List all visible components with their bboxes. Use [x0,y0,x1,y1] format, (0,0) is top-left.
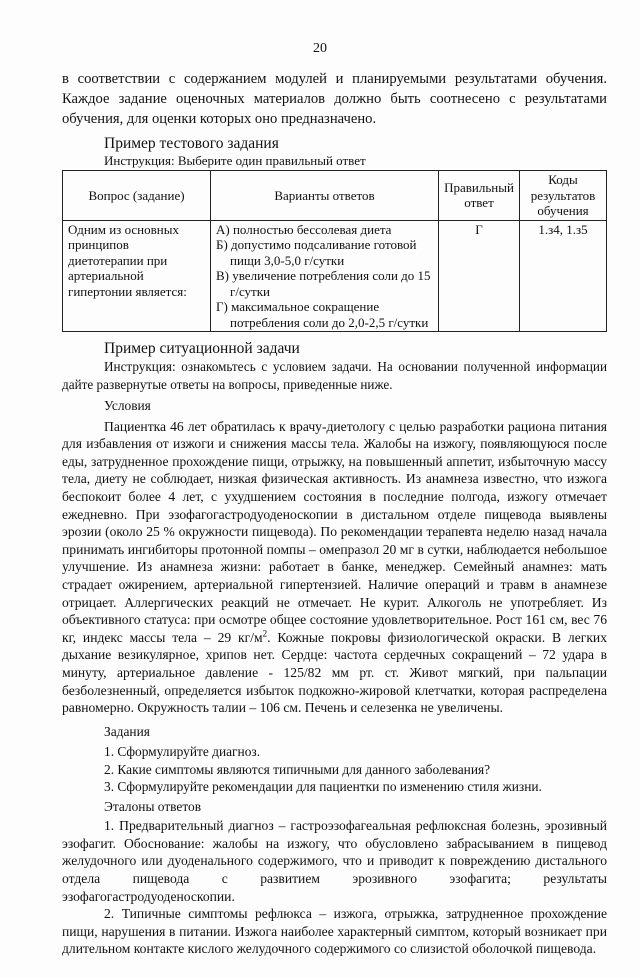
task-item: 3. Сформулируйте рекомендации для пациентки по изменению стиля жизни. [104,779,542,795]
option-d: Г) максимальное сокращение потребления соли до 2,0-2,5 г/сутки [216,299,429,330]
case-title: Пример ситуационной задачи [104,340,300,357]
page-number: 20 [313,41,327,56]
task-item: 2. Какие симптомы являются типичными для данного заболевания? [104,761,491,777]
tasks-label: Задания [104,723,150,739]
table-header-row [63,171,607,221]
intro-paragraph: в соответствии с содержанием модулей и планируемыми результатами обучения. Каждое задание оценочных материалов должно быть соотнесено с результатами обучения, для оценки которых оно предназначено. [62,71,607,127]
task-item: 1. Сформулируйте диагноз. [104,744,261,760]
conditions-label: Условия [104,398,151,414]
header-codes: Коды результатов обучения [520,171,607,221]
answer-paragraph-1: 1. Предварительный диагноз – гастроэзофагеальная рефлюксная болезнь, эрозивный эзофагит. Обоснование: жалобы на изжогу, что обусловлено забрасыванием в пищевод желудочного или дуоденального содержимого, что и приводит к повреждению дистального отдела пищевода с развитием эрозивного эзофагита; результаты эзофагогастродуоденоскопии. [62,818,607,904]
option-b: Б) допустимо подсаливание готовой пищи 3,0-5,0 г/сутки [216,237,417,268]
answer-cell: Г [439,220,520,332]
table-row [63,220,607,332]
option-a: А) полностью бессолевая диета [216,221,392,237]
options-cell [211,220,439,332]
superscript: 2 [262,628,268,639]
conditions-text: Пациентка 46 лет обратилась к врачу-диетологу с целью разработки рациона питания для избавления от изжоги и снижения массы тела. Жалобы на изжогу, появляющуюся после еды, затрудненное прохождение пищи, отрыжку, на повышенный аппетит, избыточную массу тела, диету не соблюдает, низкая физическая активность. Из анамнеза известно, что изжога беспокоит более 4 лет, с ухудшением состояния в последние полгода, изжогу отмечает ежедневно. При эзофагогастродуоденоскопии в дистальном отделе пищевода выявлены эрозии (около 25 % окружности пищевода). По рекомендации терапевта неделю назад начала принимать ингибиторы протонной помпы – омепразол 20 мг в сутки, наблюдается небольшое улучшение. Из анамнеза жизни: работает в банке, менеджер. Семейный анамнез: мать страдает ожирением, артериальной гипертензией. Наличие операций и травм в анамнезе отрицает. Аллергических реакций не отмечает. Не курит. Алкоголь не употребляет. Из объективного статуса: при осмотре общее состояние удовлетворительное. Рост 161 см, вес 76 кг, индекс массы тела – 29 кг/м [62,418,607,645]
codes-cell: 1.з4, 1.з5 [520,220,607,332]
header-question: Вопрос (задание) [63,171,211,221]
question-cell: Одним из основных принципов диетотерапии при артериальной гипертонии является: [63,220,211,332]
header-options: Варианты ответов [211,171,439,221]
conditions-text-cont: . Кожные покровы физиологической окраски. В легких дыхание везикулярное, хрипов нет. Сердце: частота сердечных сокращений – 72 удара в минуту, артериальное давление - 125/82 мм рт. ст. Живот мягкий, при пальпации безболезненный, определяется избыток подкожно-жировой клетчатки, которая распределена равномерно. Окружность талии – 106 см. Печень и селезенка не увеличены. [62,629,607,716]
conditions-paragraph [62,418,607,717]
header-answer: Правильный ответ [439,171,520,221]
test-table [62,170,607,332]
tasks-list [104,743,607,796]
option-c: В) увеличение потребления соли до 15 г/сутки [216,268,431,299]
test-title: Пример тестового задания [104,135,279,152]
case-instruction: Инструкция: ознакомьтесь с условием задачи. На основании полученной информации дайте развернутые ответы на вопросы, приведенные ниже. [62,359,607,392]
answer-paragraph-2: 2. Типичные симптомы рефлюкса – изжога, отрыжка, затрудненное прохождение пищи, нарушения в питании. Изжога наиболее характерный симптом, который возникает при длительном контакте кислого желудочного содержимого со слизистой оболочкой пищевода. [62,906,607,957]
test-instruction: Инструкция: Выберите один правильный ответ [104,153,366,168]
answers-label: Эталоны ответов [104,798,202,814]
